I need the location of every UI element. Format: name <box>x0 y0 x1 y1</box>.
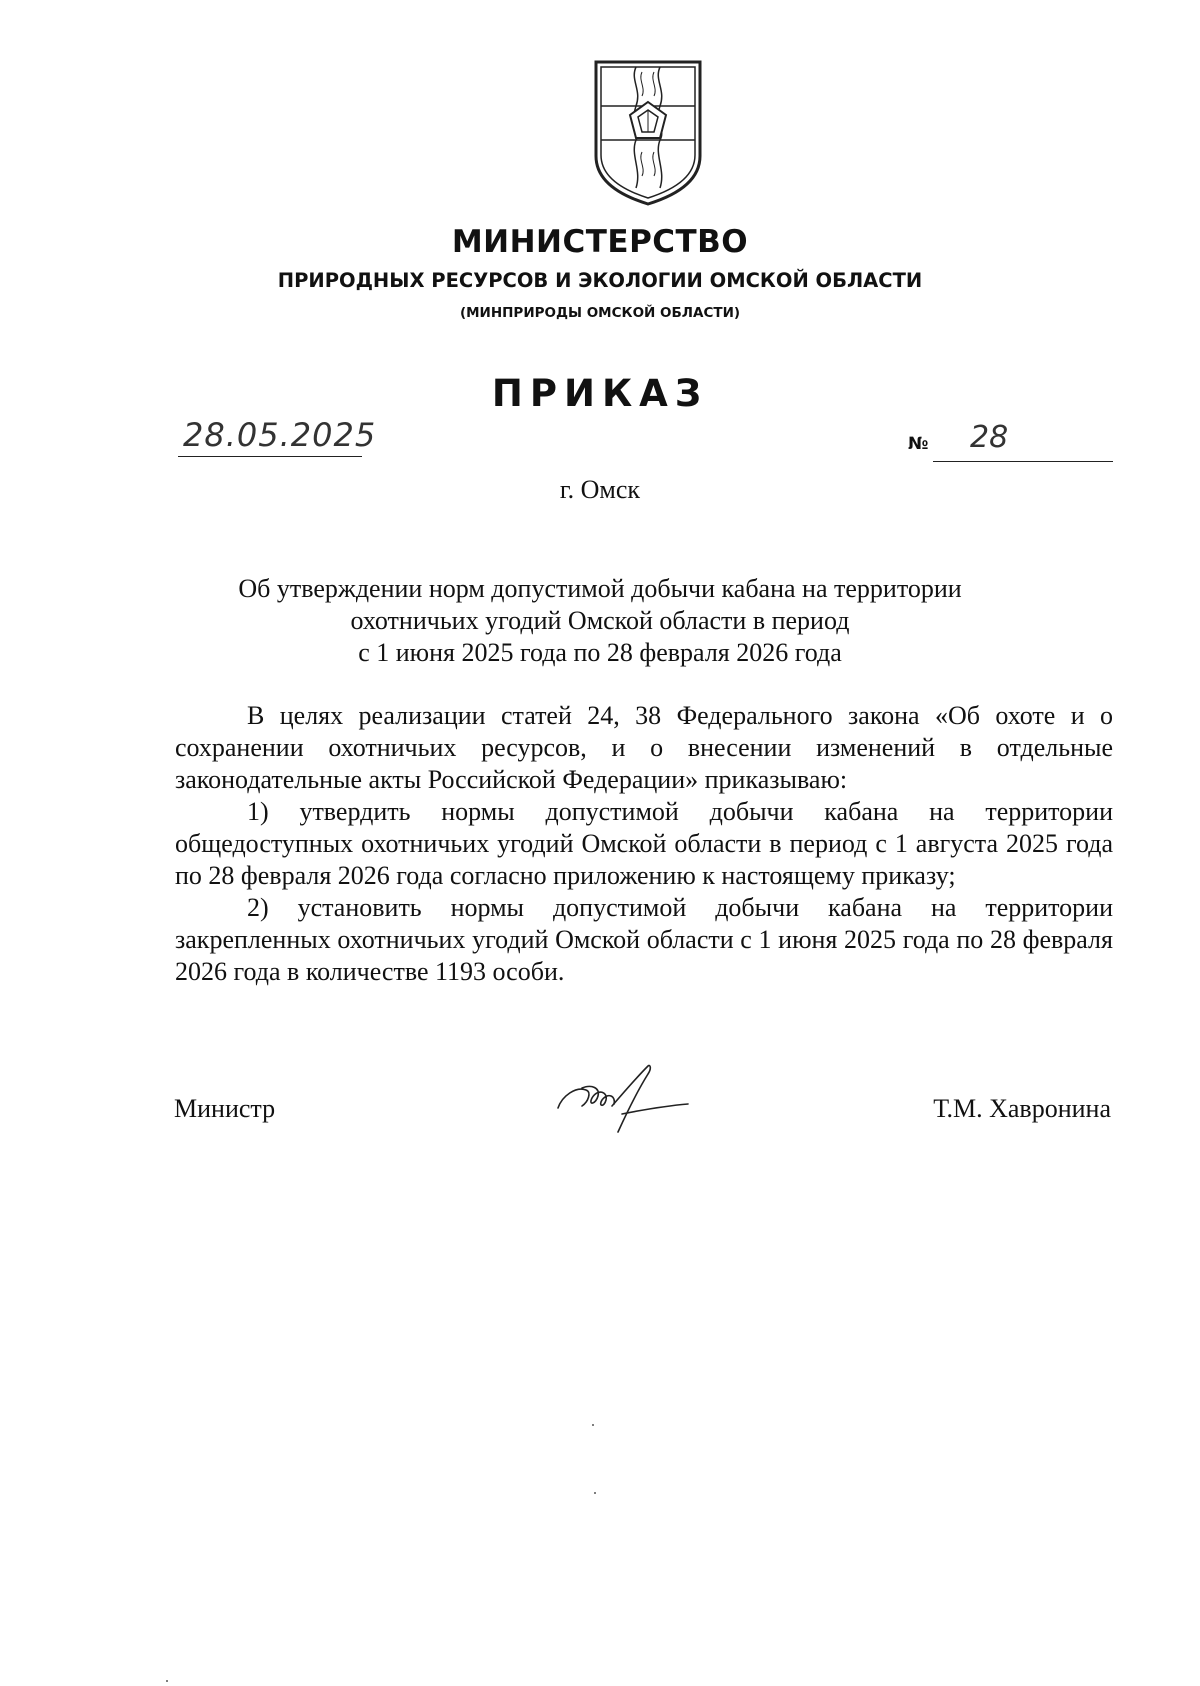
city: г. Омск <box>559 475 641 504</box>
ministry-subtitle: ПРИРОДНЫХ РЕСУРСОВ И ЭКОЛОГИИ ОМСКОЙ ОБЛАСТИ <box>277 269 923 292</box>
ministry-short-name: (МИНПРИРОДЫ ОМСКОЙ ОБЛАСТИ) <box>459 305 741 321</box>
number-label: № <box>908 434 929 454</box>
scan-speck <box>166 1680 168 1682</box>
document-number: 28 <box>970 420 1009 455</box>
body-paragraph: 1) утвердить нормы допустимой добычи кабана на территории общедоступных охотничьих угодий Омской области в период с 1 августа 2025 года по 28 февраля 2026 года согласно приложению к настоящему приказу; <box>175 797 1113 890</box>
document-subject <box>160 573 1040 669</box>
subject-line: с 1 июня 2025 года по 28 февраля 2026 года <box>358 638 842 667</box>
signer-title: Министр <box>174 1094 276 1123</box>
handwritten-signature <box>552 1062 702 1142</box>
document-body <box>175 700 1113 988</box>
signer-name: Т.М. Хавронина <box>933 1094 1111 1123</box>
document-date: 28.05.2025 <box>183 416 377 454</box>
date-underline <box>178 456 362 457</box>
subject-line: охотничьих угодий Омской области в период <box>350 606 850 635</box>
document-type-heading: ПРИКАЗ <box>491 372 709 415</box>
body-paragraph: В целях реализации статей 24, 38 Федерального закона «Об охоте и о сохранении охотничьих ресурсов, и о внесении изменений в отдельные законодательные акты Российской Федерации» приказываю: <box>175 701 1113 794</box>
scan-speck <box>592 1424 594 1426</box>
scan-speck <box>594 1492 596 1494</box>
number-underline <box>933 461 1113 462</box>
body-paragraph: 2) установить нормы допустимой добычи кабана на территории закрепленных охотничьих угодий Омской области с 1 июня 2025 года по 28 февраля 2026 года в количестве 1193 особи. <box>175 893 1113 986</box>
subject-line: Об утверждении норм допустимой добычи кабана на территории <box>238 574 962 603</box>
ministry-title: МИНИСТЕРСТВО <box>451 224 749 260</box>
coat-of-arms-icon <box>592 60 704 206</box>
